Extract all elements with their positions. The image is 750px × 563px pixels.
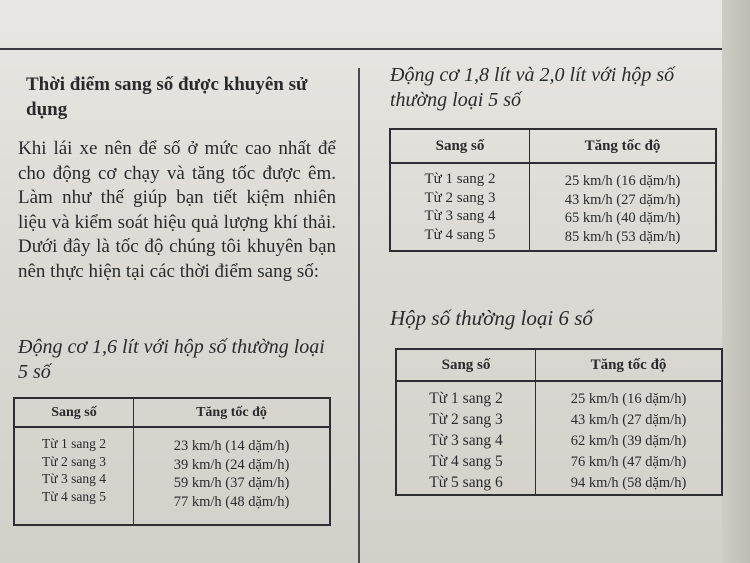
shift-table-18-20l	[389, 128, 717, 252]
col-header-shift: Sang số	[390, 129, 530, 163]
speed-item: 25 km/h (16 dặm/h)	[564, 173, 681, 189]
col-header-speed: Tăng tốc độ	[536, 349, 723, 381]
shift-item: Từ 3 sang 4	[424, 208, 496, 224]
shift-list	[391, 170, 529, 244]
speed-item: 85 km/h (53 dặm/h)	[564, 228, 681, 245]
col-header-shift: Sang số	[14, 398, 134, 427]
shift-item: Từ 1 sang 2	[42, 436, 106, 451]
col-header-shift: Sang số	[396, 349, 536, 381]
col-header-speed: Tăng tốc độ	[530, 129, 717, 163]
col-header-speed: Tăng tốc độ	[134, 398, 331, 427]
speed-item: 65 km/h (40 dặm/h)	[564, 210, 681, 226]
shift-item: Từ 3 sang 4	[42, 471, 106, 486]
page-edge	[722, 0, 750, 563]
shift-list	[397, 388, 535, 493]
shift-cell	[396, 381, 536, 495]
column-divider	[358, 68, 360, 563]
speed-item: 62 km/h (39 dặm/h)	[570, 433, 687, 449]
speed-list	[134, 437, 329, 511]
speed-item: 25 km/h (16 dặm/h)	[570, 391, 687, 407]
intro-paragraph: Khi lái xe nên để số ở mức cao nhất để cho động cơ chạy và tăng tốc được êm. Làm như thế giúp bạn tiết kiệm nhiên liệu và kiểm soát hiệu quả lượng khí thải. Dưới đây là tốc độ chúng tôi khuyên bạn nên thực hiện tại các thời điểm sang số:	[18, 138, 336, 282]
shift-list	[15, 435, 133, 505]
speed-cell	[536, 381, 723, 495]
shift-item: Từ 4 sang 5	[429, 453, 503, 470]
table-caption-18-20l: Động cơ 1,8 lít và 2,0 lít với hộp số thường loại 5 số	[390, 64, 675, 111]
shift-item: Từ 2 sang 3	[424, 189, 496, 206]
table-caption-6-speed: Hộp số thường loại 6 số	[390, 306, 593, 330]
speed-item: 43 km/h (27 dặm/h)	[564, 191, 681, 208]
shift-item: Từ 1 sang 2	[424, 171, 496, 187]
table-caption-16l: Động cơ 1,6 lít với hộp số thường loại 5 số	[18, 336, 325, 383]
speed-cell	[530, 163, 717, 251]
shift-item: Từ 1 sang 2	[429, 390, 503, 407]
shift-table-6-speed	[395, 348, 723, 496]
shift-item: Từ 4 sang 5	[42, 488, 106, 504]
speed-cell	[134, 427, 331, 525]
shift-item: Từ 2 sang 3	[42, 453, 106, 469]
speed-list	[530, 172, 715, 246]
shift-cell	[14, 427, 134, 525]
speed-item: 43 km/h (27 dặm/h)	[570, 412, 687, 428]
shift-table-16l	[13, 397, 331, 526]
speed-item: 39 km/h (24 dặm/h)	[173, 456, 290, 473]
speed-item: 59 km/h (37 dặm/h)	[173, 475, 290, 491]
header-rule	[0, 48, 750, 50]
shift-item: Từ 3 sang 4	[429, 432, 503, 449]
speed-list	[536, 389, 721, 494]
shift-cell	[390, 163, 530, 251]
shift-item: Từ 4 sang 5	[424, 226, 496, 243]
shift-item: Từ 5 sang 6	[429, 474, 503, 491]
speed-item: 76 km/h (47 dặm/h)	[570, 454, 687, 470]
speed-item: 94 km/h (58 dặm/h)	[570, 475, 687, 491]
speed-item: 77 km/h (48 dặm/h)	[173, 493, 290, 510]
section-heading: Thời điểm sang số được khuyên sử dụng	[26, 74, 308, 120]
speed-item: 23 km/h (14 dặm/h)	[173, 438, 290, 454]
shift-item: Từ 2 sang 3	[429, 411, 503, 428]
